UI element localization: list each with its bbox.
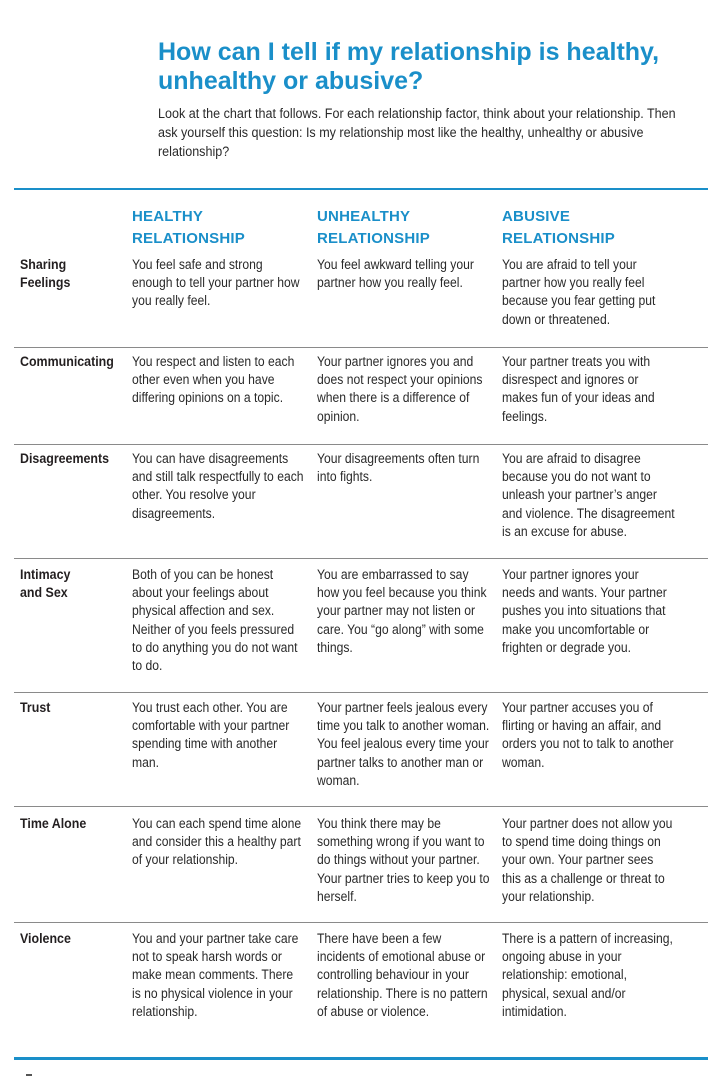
top-divider <box>14 188 708 190</box>
row-divider <box>14 347 708 348</box>
row-divider <box>14 558 708 559</box>
healthy-cell: You feel safe and strong enough to tell your partner how you really feel. <box>132 257 300 309</box>
factor-label: Intimacy and Sex <box>20 567 71 600</box>
abusive-cell: There is a pattern of increasing, ongoing abuse in your relationship: emotional, physical, sexual and/or intimidation. <box>502 931 673 1019</box>
column-header-healthy: HEALTHY RELATIONSHIP <box>132 208 245 247</box>
unhealthy-cell: You are embarrassed to say how you feel because you think your partner may not listen or care. You “go along” with some things. <box>317 567 487 655</box>
abusive-cell: Your partner does not allow you to spend time doing things on your own. Your partner sees this as a challenge or threat to your relationship. <box>502 816 673 904</box>
column-header-abusive: ABUSIVE RELATIONSHIP <box>502 208 615 247</box>
intro-text: Look at the chart that follows. For each relationship factor, think about your relationship. Then ask yourself this question: Is my relationship most like the healthy, unhealthy or abusive relationship? <box>158 106 676 159</box>
abusive-cell: Your partner treats you with disrespect and ignores or makes fun of your ideas and feelings. <box>502 354 655 424</box>
abusive-cell: Your partner ignores your needs and wants. Your partner pushes you into situations that make you uncomfortable or frighten or degrade you. <box>502 567 667 655</box>
row-divider <box>14 922 708 923</box>
column-header-unhealthy: UNHEALTHY RELATIONSHIP <box>317 208 430 247</box>
page-title: How can I tell if my relationship is healthy, unhealthy or abusive? <box>158 38 660 95</box>
factor-label: Violence <box>20 931 71 946</box>
header <box>158 38 708 161</box>
row-divider <box>14 444 708 445</box>
abusive-cell: You are afraid to disagree because you do not want to unleash your partner’s anger and violence. The disagreement is an excuse for abuse. <box>502 451 675 539</box>
bottom-divider <box>14 1057 708 1060</box>
abusive-cell: You are afraid to tell your partner how you really feel because you fear getting put down or threatened. <box>502 257 656 327</box>
abusive-cell: Your partner accuses you of flirting or having an affair, and orders you not to talk to another woman. <box>502 700 674 770</box>
page-edge-mark <box>26 1074 32 1076</box>
factor-label: Communicating <box>20 354 114 369</box>
unhealthy-cell: Your partner feels jealous every time you talk to another woman. You feel jealous every time your partner talks to another man or woman. <box>317 700 490 788</box>
row-divider <box>14 692 708 693</box>
factor-label: Trust <box>20 700 51 715</box>
unhealthy-cell: Your partner ignores you and does not respect your opinions when there is a difference of opinion. <box>317 354 483 424</box>
healthy-cell: You trust each other. You are comfortable with your partner spending time with another man. <box>132 700 290 770</box>
healthy-cell: You and your partner take care not to speak harsh words or make mean comments. There is no physical violence in your relationship. <box>132 931 299 1019</box>
factor-label: Disagreements <box>20 451 110 466</box>
healthy-cell: You respect and listen to each other even when you have differing opinions on a topic. <box>132 354 295 406</box>
healthy-cell: You can have disagreements and still talk respectfully to each other. You resolve your disagreements. <box>132 451 304 521</box>
factor-label: Time Alone <box>20 816 87 831</box>
unhealthy-cell: You think there may be something wrong if you want to do things without your partner. Your partner tries to keep you to herself. <box>317 816 490 904</box>
unhealthy-cell: Your disagreements often turn into fights. <box>317 451 480 485</box>
healthy-cell: You can each spend time alone and consider this a healthy part of your relationship. <box>132 816 302 868</box>
row-divider <box>14 806 708 807</box>
unhealthy-cell: You feel awkward telling your partner how you really feel. <box>317 257 474 291</box>
factor-label: Sharing Feelings <box>20 257 71 290</box>
unhealthy-cell: There have been a few incidents of emotional abuse or controlling behaviour in your relationship. There is no pattern of abuse or violence. <box>317 931 488 1019</box>
healthy-cell: Both of you can be honest about your feelings about physical affection and sex. Neither of you feels pressured to do anything you do not want to do. <box>132 567 298 674</box>
